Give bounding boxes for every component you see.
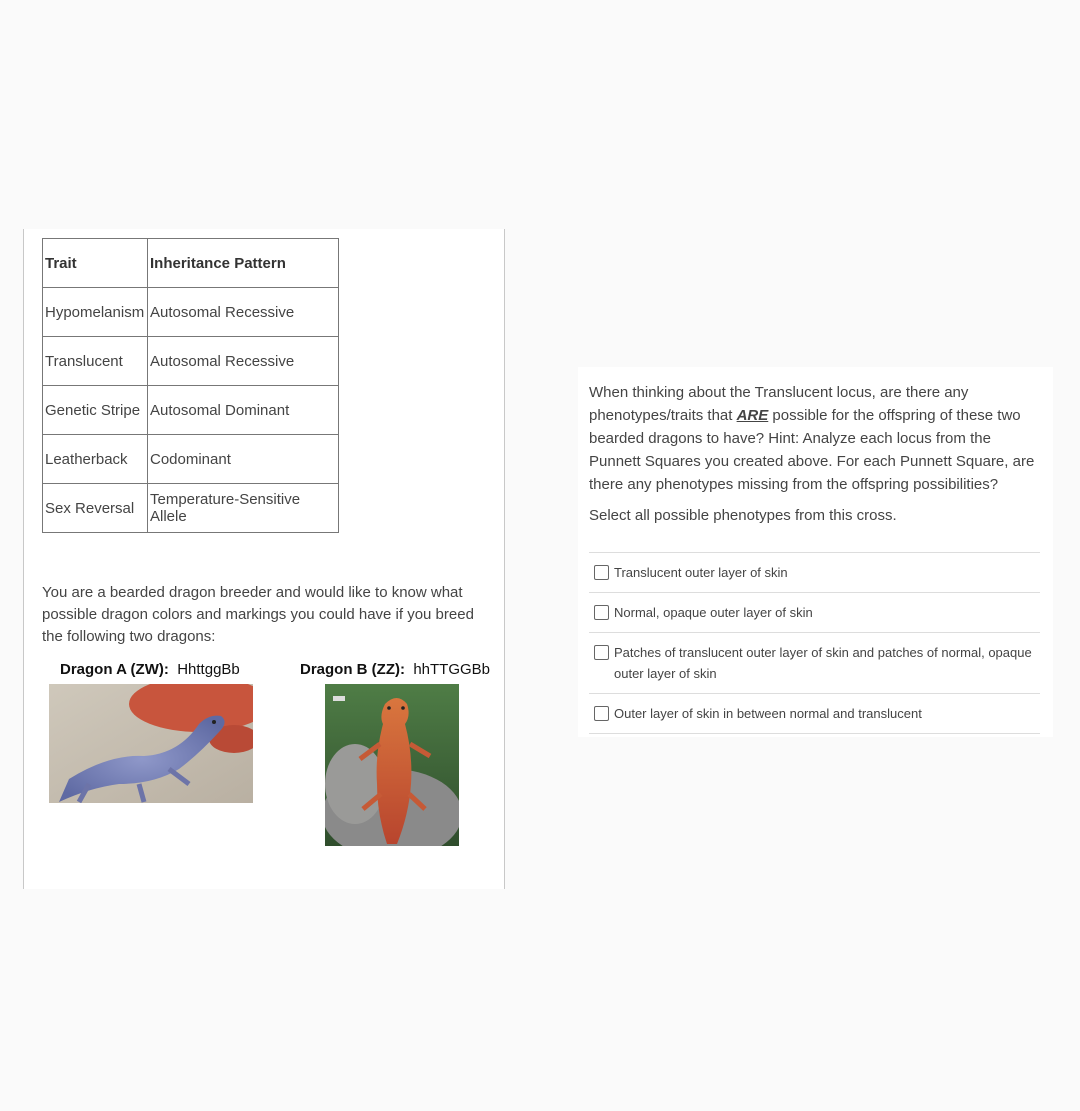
- content-panel: [23, 229, 505, 889]
- answer-options: [589, 552, 1040, 734]
- answer-option-patches[interactable]: [589, 633, 1040, 694]
- dragon-b-label: [300, 661, 490, 678]
- option-label: Patches of translucent outer layer of skin and patches of normal, opaque outer layer of skin: [614, 645, 1032, 681]
- pattern-cell: Temperature-Sensitive Allele: [148, 484, 339, 533]
- answer-option-translucent[interactable]: [589, 553, 1040, 593]
- option-label: Normal, opaque outer layer of skin: [614, 605, 813, 620]
- question-panel: [578, 367, 1053, 737]
- table-row: [43, 484, 339, 533]
- trait-cell: Genetic Stripe: [43, 386, 148, 435]
- option-label: Outer layer of skin in between normal and translucent: [614, 706, 922, 721]
- table-row: [43, 386, 339, 435]
- trait-cell: Sex Reversal: [43, 484, 148, 533]
- dragon-b-photo: [325, 684, 459, 846]
- inheritance-table: [42, 238, 339, 533]
- question-text-part2: possible for the offspring of these two bearded dragons to have? Hint: Analyze each locus from the Punnett Squares you created above. For each Punnett Square, are there any phenotypes missing from the offspring possibilities?: [589, 407, 1035, 493]
- table-row: [43, 288, 339, 337]
- table-header-row: [43, 239, 339, 288]
- dragon-b-name: Dragon B (ZZ):: [300, 661, 405, 678]
- question-text: [589, 381, 1037, 496]
- trait-cell: Hypomelanism: [43, 288, 148, 337]
- option-checkbox[interactable]: [594, 605, 609, 620]
- dragon-a-genotype: HhttggBb: [177, 661, 240, 678]
- question-text-part1: When thinking about the Translucent locus, are there any phenotypes/traits that: [589, 384, 969, 424]
- option-checkbox[interactable]: [594, 645, 609, 660]
- option-checkbox[interactable]: [594, 565, 609, 580]
- column-header-inheritance: Inheritance Pattern: [148, 239, 339, 288]
- answer-option-normal[interactable]: [589, 593, 1040, 633]
- pattern-cell: Autosomal Recessive: [148, 337, 339, 386]
- table-row: [43, 337, 339, 386]
- dragon-a-photo: [49, 684, 253, 803]
- dragon-a-name: Dragon A (ZW):: [60, 661, 169, 678]
- table-row: [43, 435, 339, 484]
- option-label: Translucent outer layer of skin: [614, 565, 788, 580]
- intro-text: You are a bearded dragon breeder and would like to know what possible dragon colors and markings you could have if you breed the following two dragons:: [42, 584, 474, 645]
- column-header-trait: Trait: [43, 239, 148, 288]
- trait-cell: Leatherback: [43, 435, 148, 484]
- option-checkbox[interactable]: [594, 706, 609, 721]
- question-instruction: Select all possible phenotypes from this cross.: [589, 507, 897, 524]
- pattern-cell: Autosomal Dominant: [148, 386, 339, 435]
- dragon-b-genotype: hhTTGGBb: [413, 661, 491, 678]
- pattern-cell: Codominant: [148, 435, 339, 484]
- question-emphasis: ARE: [736, 407, 769, 424]
- pattern-cell: Autosomal Recessive: [148, 288, 339, 337]
- answer-option-intermediate[interactable]: [589, 694, 1040, 734]
- dragon-a-label: [60, 661, 240, 678]
- trait-cell: Translucent: [43, 337, 148, 386]
